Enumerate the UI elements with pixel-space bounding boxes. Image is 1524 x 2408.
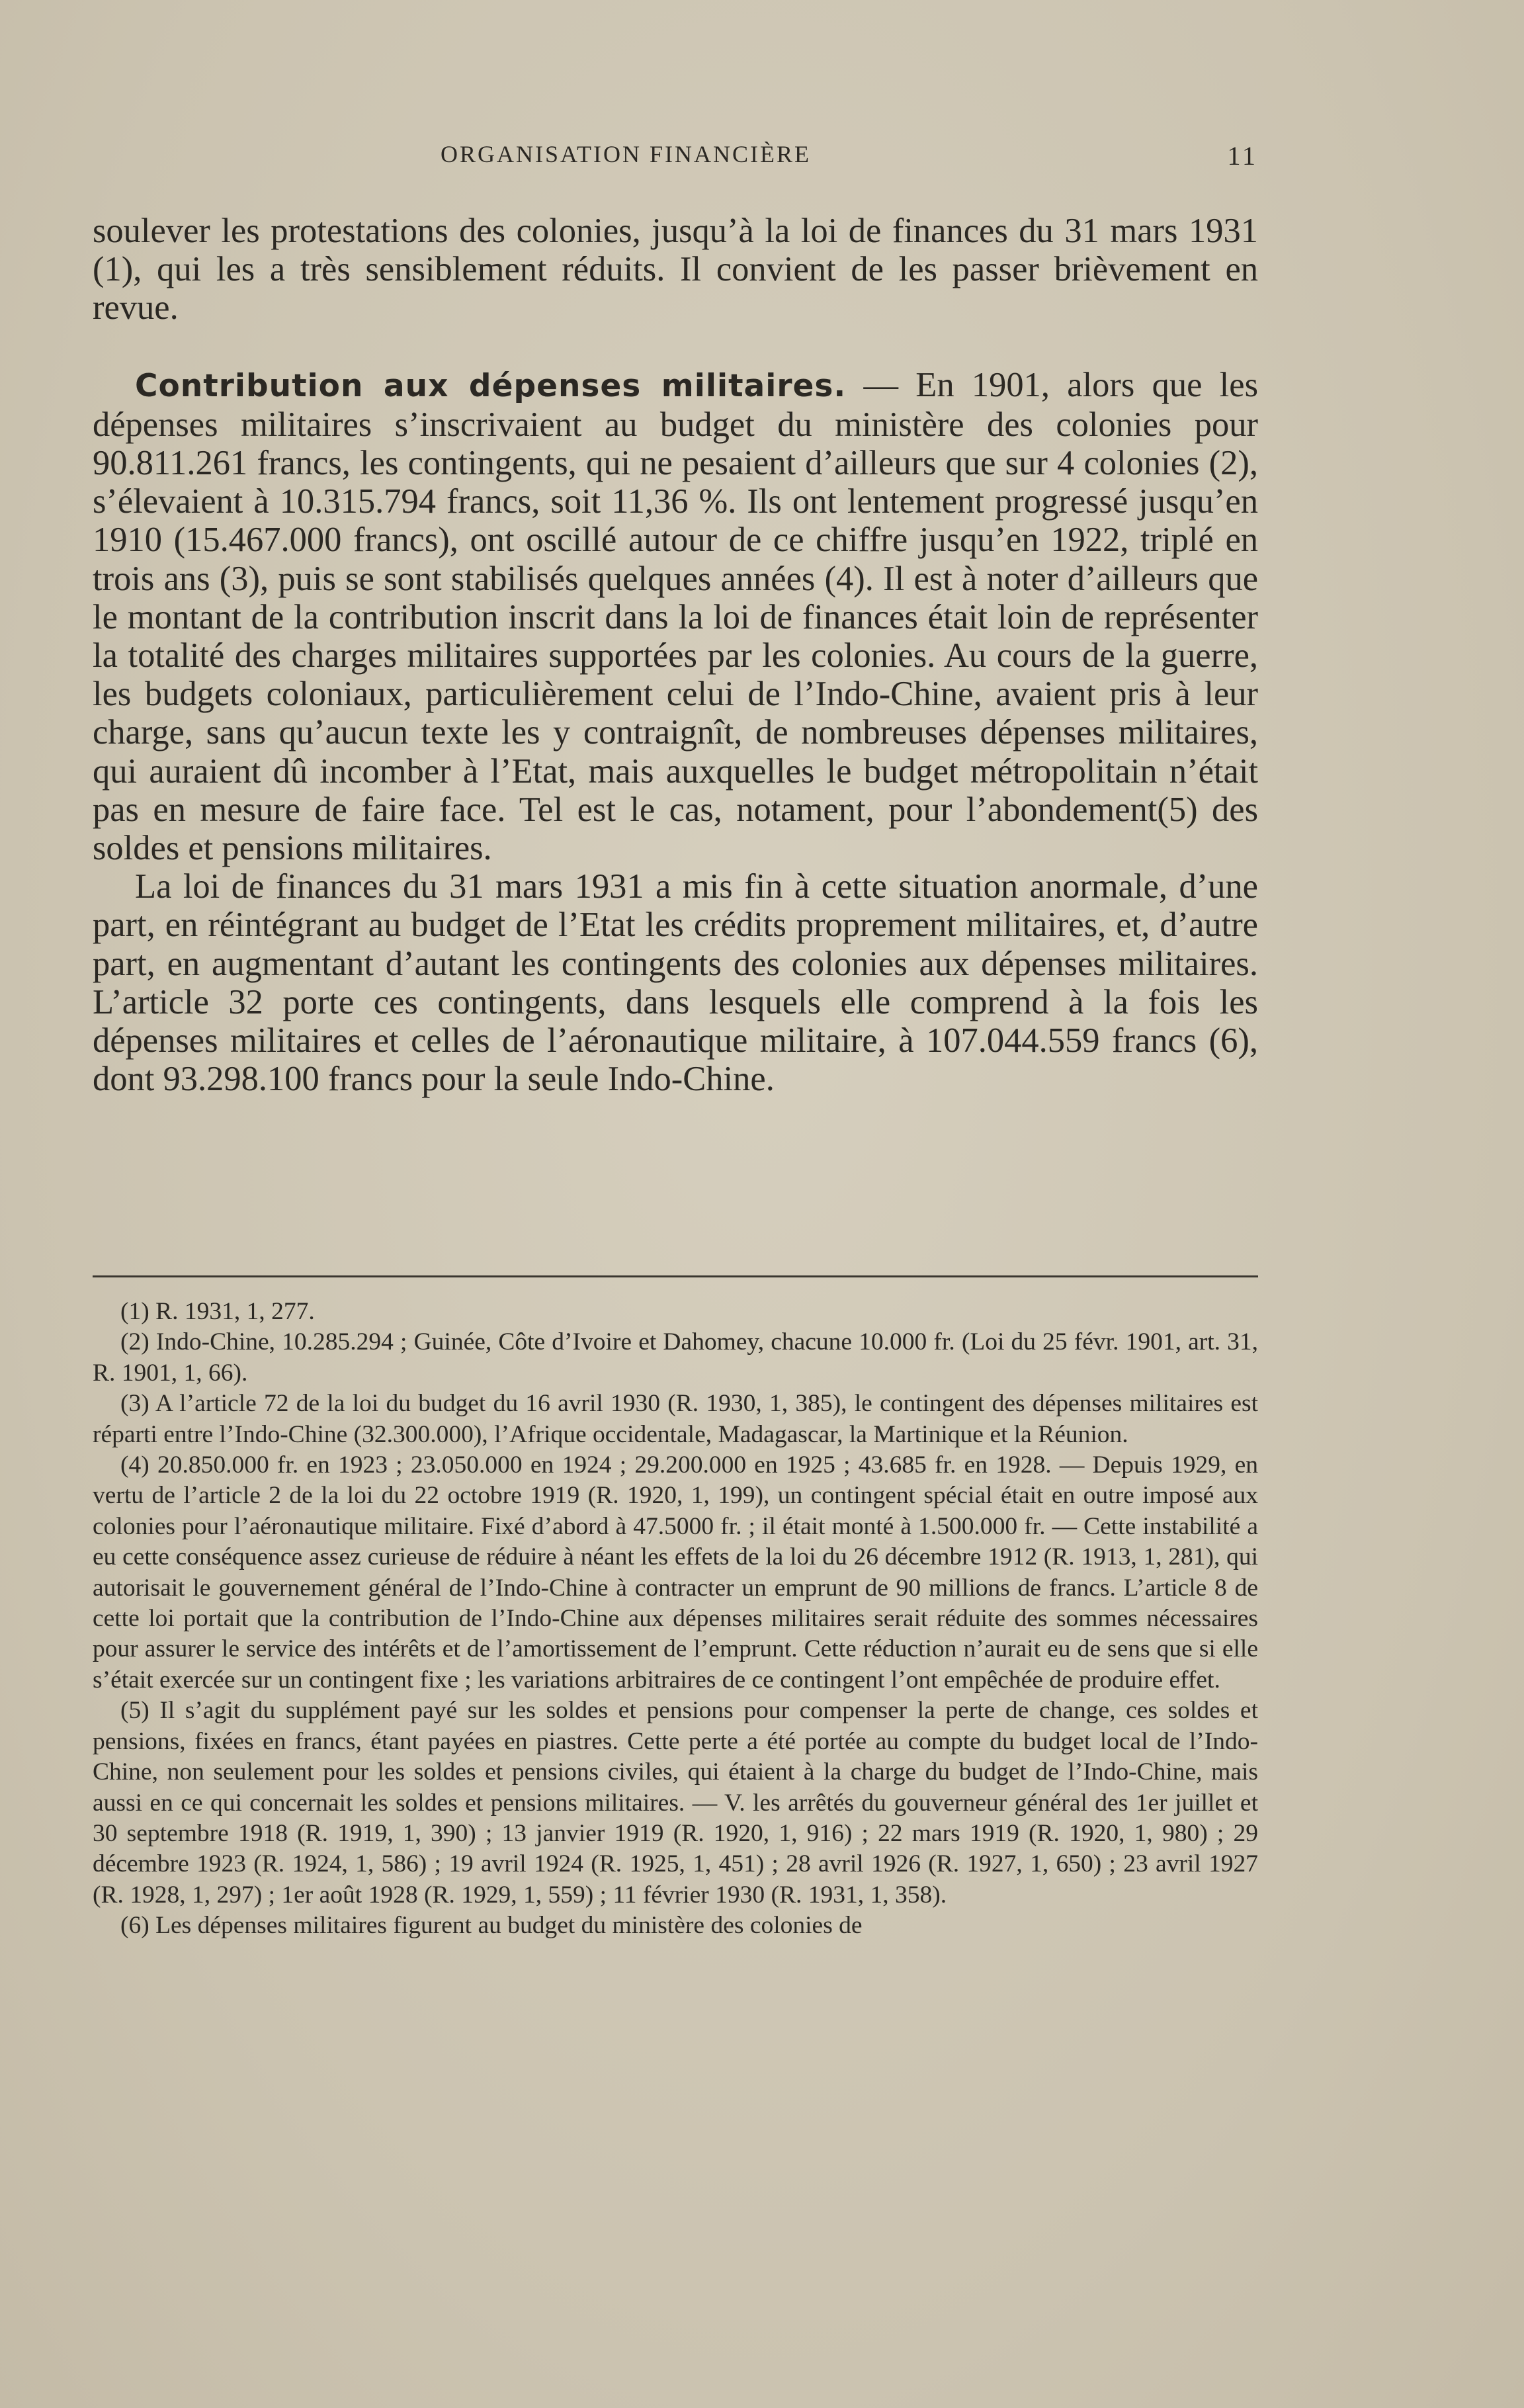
footnote-1: (1) R. 1931, 1, 277. <box>120 1298 315 1325</box>
header-title: ORGANISATION FINANCIÈRE <box>441 141 811 167</box>
footnote-4: (4) 20.850.000 fr. en 1923 ; 23.050.000 en 1924 ; 29.200.000 en 1925 ; 43.685 fr. en 1928. — Depuis 1929, en vertu de l’article 2 de la loi du 22 octobre 1919 (R. 1920, 1, 199), un contingent spécial était en outre imposé aux colonies pour l’aéronautique militaire. Fixé d’abord à 47.5000 fr. ; il était monté à 1.500.000 fr. — Cette instabilité a eu cette conséquence assez curieuse de réduire à néant les effets de la loi du 26 décembre 1912 (R. 1913, 1, 281), qui autorisait le gouvernement général de l’Indo-Chine à contracter un emprunt de 90 millions de francs. L’article 8 de cette loi portait que la contribution de l’Indo-Chine aux dépenses militaires serait réduite des sommes nécessaires pour assurer le service des intérêts et de l’amortissement de l’emprunt. Cette réduction n’aurait eu de sens que si elle s’était exercée sur un contingent fixe ; les variations arbitraires de ce contingent l’ont empêchée de produire effet. <box>93 1451 1258 1694</box>
section-heading: Contribution aux dépenses militaires. <box>135 367 847 404</box>
running-header <box>93 140 1258 180</box>
paragraph-military-contribution <box>93 366 1258 868</box>
main-text <box>93 212 1258 1098</box>
page-number: 11 <box>1227 141 1258 171</box>
paragraph-intro: soulever les protestations des colonies, jusqu’à la loi de finances du 31 mars 1931 (1), qui les a très sensiblement réduits. Il convient de les passer brièvement en revue. <box>93 212 1258 327</box>
footnote-2: (2) Indo-Chine, 10.285.294 ; Guinée, Côte d’Ivoire et Dahomey, chacune 10.000 fr. (Loi du 25 févr. 1901, art. 31, R. 1901, 1, 66). <box>93 1328 1258 1387</box>
footnotes <box>93 1297 1258 1942</box>
footnote-6: (6) Les dépenses militaires figurent au budget du ministère des colonies de <box>120 1912 863 1940</box>
paragraph-text: — En 1901, alors que les dépenses militaires s’inscrivaient au budget du ministère des colonies pour 90.811.261 francs, les contingents, qui ne pesaient d’ailleurs que sur 4 colonies (2), s’élevaient à 10.315.794 francs, soit 11,36 %. Ils ont lentement progressé jusqu’en 1910 (15.467.000 francs), ont oscillé autour de ce chiffre jusqu’en 1922, triplé en trois ans (3), puis se sont stabilisés quelques années (4). Il est à noter d’ailleurs que le montant de la contribution inscrit dans la loi de finances était loin de représenter la totalité des charges militaires supportées par les colonies. Au cours de la guerre, les budgets coloniaux, particulièrement celui de l’Indo-Chine, avaient pris à leur charge, sans qu’aucun texte les y contraignît, de nombreuses dépenses militaires, qui auraient dû incomber à l’Etat, mais auxquelles le budget métropolitain n’était pas en mesure de faire face. Tel est le cas, notament, pour l’abondement(5) des soldes et pensions militaires. <box>93 365 1258 868</box>
footnote-5: (5) Il s’agit du supplément payé sur les soldes et pensions pour compenser la perte de change, ces soldes et pensions, fixées en francs, étant payées en piastres. Cette perte a été portée au compte du budget local de l’Indo-Chine, non seulement pour les soldes et pensions civiles, qui étaient à la charge du budget de l’Indo-Chine, mais aussi en ce qui concernait les soldes et pensions militaires. — V. les arrêtés du gouverneur général des 1er juillet et 30 septembre 1918 (R. 1919, 1, 390) ; 13 janvier 1919 (R. 1920, 1, 916) ; 22 mars 1919 (R. 1920, 1, 980) ; 29 décembre 1923 (R. 1924, 1, 586) ; 19 avril 1924 (R. 1925, 1, 451) ; 28 avril 1926 (R. 1927, 1, 650) ; 23 avril 1927 (R. 1928, 1, 297) ; 1er août 1928 (R. 1929, 1, 559) ; 11 février 1930 (R. 1931, 1, 358). <box>93 1697 1258 1909</box>
footnote-3: (3) A l’article 72 de la loi du budget du 16 avril 1930 (R. 1930, 1, 385), le contingent des dépenses militaires est réparti entre l’Indo-Chine (32.300.000), l’Afrique occidentale, Madagascar, la Martinique et la Réunion. <box>93 1390 1258 1448</box>
footnote-divider <box>93 1275 1258 1277</box>
paragraph-finance-law-1931: La loi de finances du 31 mars 1931 a mis fin à cette situation anormale, d’une part, en réintégrant au budget de l’Etat les crédits proprement militaires, et, d’autre part, en augmentant d’autant les contingents des colonies aux dépenses militaires. L’article 32 porte ces contingents, dans lesquels elle comprend à la fois les dépenses militaires et celles de l’aéronautique militaire, à 107.044.559 francs (6), dont 93.298.100 francs pour la seule Indo-Chine. <box>93 867 1258 1099</box>
